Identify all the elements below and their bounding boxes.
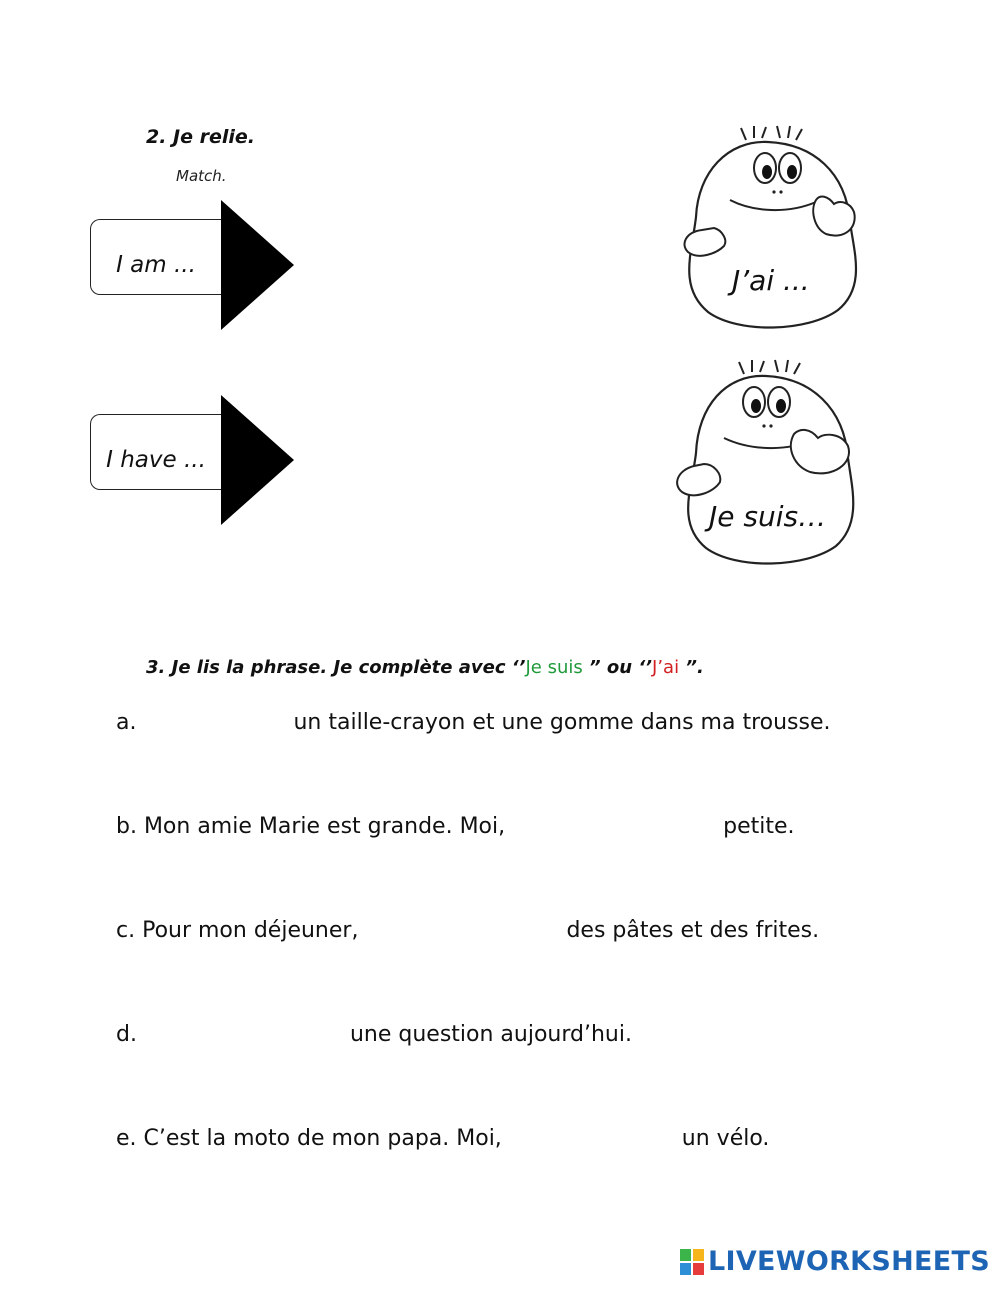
sentence-end: une question aujourd’hui. [349,1022,632,1047]
sentence-end: un vélo. [681,1126,770,1151]
arrow-right-icon [221,200,294,330]
open-quote: ‘’ [638,657,653,678]
liveworksheets-logo-icon [680,1249,704,1275]
close-quote: ” ou [582,657,639,678]
barbapapa-icon [664,358,864,568]
title-prefix: 3. Je lis la phrase. Je complète avec [146,657,512,678]
sentence-start: c. Pour mon déjeuner, [116,918,359,943]
sentence-e [116,1126,769,1151]
bubble-label: J’ai ... [732,264,810,297]
sentence-end: des pâtes et des frites. [566,918,820,943]
sentence-start: b. Mon amie Marie est grande. Moi, [116,814,506,839]
bubble-label: Je suis… [709,500,827,533]
match-card-label: I have ... [106,447,206,473]
sentence-c [116,918,819,943]
sentence-start: a. [116,710,137,735]
match-card-i-am[interactable] [90,200,295,330]
match-card-label: I am ... [116,252,196,278]
sentence-b [116,814,795,839]
barbapapa-icon [668,122,868,332]
option-jai: J’ai [652,657,680,678]
option-je-suis: Je suis [525,657,583,678]
match-card-i-have[interactable] [90,395,295,525]
open-quote: ‘’ [511,657,526,678]
sentence-start: d. [116,1022,137,1047]
sentence-a [116,710,831,735]
liveworksheets-brand [680,1246,990,1277]
barbapapa-jai[interactable] [668,122,868,332]
exercise-3-title [146,657,704,678]
exercise-2-title: 2. Je relie. [146,126,256,148]
sentence-d [116,1022,632,1047]
arrow-right-icon [221,395,294,525]
sentence-end: un taille-crayon et une gomme dans ma trousse. [293,710,831,735]
close-quote: ”. [679,657,704,678]
sentence-end: petite. [723,814,795,839]
exercise-2-subtitle: Match. [176,167,227,185]
sentence-start: e. C’est la moto de mon papa. Moi, [116,1126,502,1151]
barbapapa-je-suis[interactable] [664,358,864,568]
brand-name: LIVEWORKSHEETS [707,1246,990,1277]
